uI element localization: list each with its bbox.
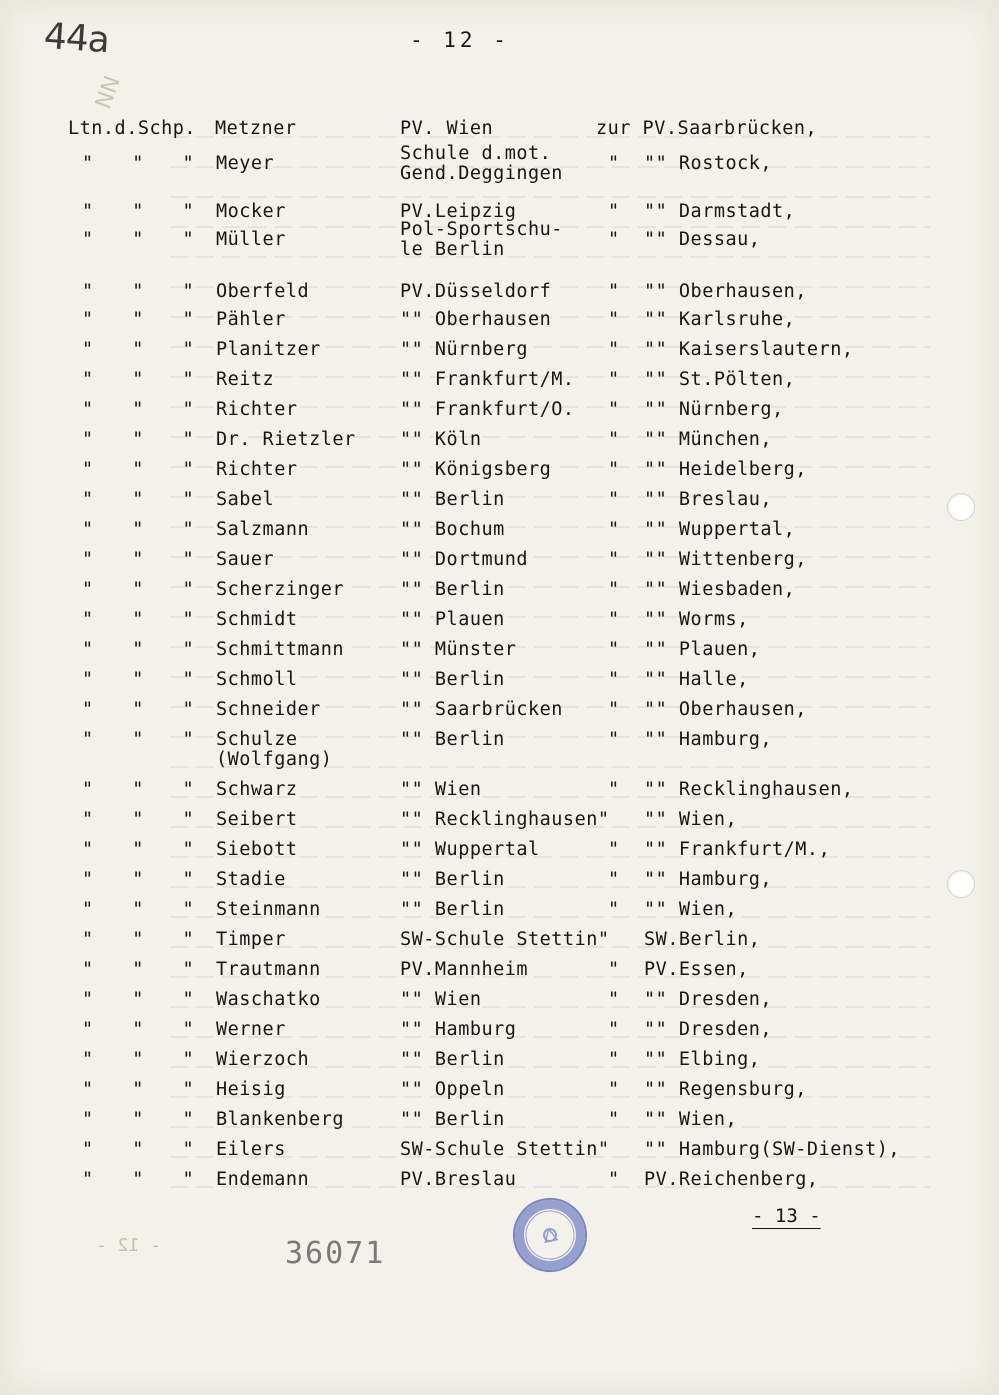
ditto-marks: " " " bbox=[82, 809, 208, 830]
from-unit: PV.Leipzig bbox=[400, 201, 517, 222]
to-unit: "" Worms, bbox=[644, 609, 749, 630]
from-unit: "" Köln bbox=[400, 429, 482, 450]
officer-name: Siebott bbox=[216, 839, 298, 860]
ditto-marks: " " " bbox=[82, 519, 208, 540]
from-unit: PV.Breslau bbox=[400, 1169, 517, 1190]
to-unit: "" Hamburg(SW-Dienst), bbox=[644, 1139, 901, 1160]
to-unit: "" Halle, bbox=[644, 669, 749, 690]
ditto-marks: " " " bbox=[82, 1079, 208, 1100]
officer-name: Stadie bbox=[216, 869, 286, 890]
to-unit: "" München, bbox=[644, 429, 773, 450]
ditto-mark: " bbox=[608, 839, 620, 860]
ditto-marks: " " " bbox=[82, 489, 208, 510]
from-unit: PV.Düsseldorf bbox=[400, 281, 552, 302]
ditto-mark: " bbox=[608, 1019, 620, 1040]
officer-name: Heisig bbox=[216, 1079, 286, 1100]
to-unit: "" Rostock, bbox=[644, 153, 773, 174]
to-unit: "" Hamburg, bbox=[644, 729, 773, 750]
ditto-mark: " bbox=[608, 489, 620, 510]
ditto-marks: " " " bbox=[82, 281, 208, 302]
stamped-number: 36071 bbox=[285, 1236, 386, 1271]
to-unit: PV.Reichenberg, bbox=[644, 1169, 819, 1190]
ditto-mark: " bbox=[608, 309, 620, 330]
ditto-mark: " bbox=[608, 549, 620, 570]
ditto-marks: " " " bbox=[82, 339, 208, 360]
from-unit: "" Saarbrücken bbox=[400, 699, 563, 720]
to-unit: "" Karlsruhe, bbox=[644, 309, 796, 330]
from-unit: "" Berlin bbox=[400, 489, 505, 510]
officer-name: Timper bbox=[216, 929, 286, 950]
officer-name: Reitz bbox=[216, 369, 275, 390]
ditto-mark: " bbox=[608, 669, 620, 690]
next-page-marker: - 13 - bbox=[752, 1205, 821, 1227]
ditto-mark: " bbox=[608, 869, 620, 890]
to-unit: "" Heidelberg, bbox=[644, 459, 807, 480]
ditto-marks: " " " bbox=[82, 201, 208, 222]
from-unit: "" Frankfurt/M. bbox=[400, 369, 575, 390]
ditto-mark: " bbox=[608, 1169, 620, 1190]
ditto-marks: " " " bbox=[82, 549, 208, 570]
ditto-mark: " bbox=[608, 1049, 620, 1070]
officer-name: Sauer bbox=[216, 549, 275, 570]
from-unit: "" Münster bbox=[400, 639, 517, 660]
punch-hole-top bbox=[947, 493, 975, 521]
officer-name: Trautmann bbox=[216, 959, 321, 980]
officer-name: Oberfeld bbox=[216, 281, 310, 302]
from-unit: "" Recklinghausen" bbox=[400, 809, 610, 830]
ditto-mark: " bbox=[608, 339, 620, 360]
from-unit: "" Frankfurt/O. bbox=[400, 399, 575, 420]
handwritten-archive-number: 44a bbox=[42, 15, 111, 62]
from-unit: Pol-Sportschu- bbox=[400, 219, 563, 240]
ditto-mark: " bbox=[608, 429, 620, 450]
officer-name: Endemann bbox=[216, 1169, 310, 1190]
officer-name: Planitzer bbox=[216, 339, 321, 360]
from-unit: "" Berlin bbox=[400, 869, 505, 890]
to-unit: "" Wien, bbox=[644, 1109, 738, 1130]
ditto-marks: " " " bbox=[82, 729, 208, 750]
from-unit: "" Wuppertal bbox=[400, 839, 540, 860]
to-unit: "" Oberhausen, bbox=[644, 281, 807, 302]
ditto-marks: " " " bbox=[82, 1169, 208, 1190]
officer-name: Schmittmann bbox=[216, 639, 345, 660]
to-unit: "" Frankfurt/M., bbox=[644, 839, 831, 860]
officer-name: Mocker bbox=[216, 201, 286, 222]
to-unit: "" Hamburg, bbox=[644, 869, 773, 890]
officer-name: Sabel bbox=[216, 489, 275, 510]
header-name: Metzner bbox=[215, 118, 297, 139]
from-unit: "" Wien bbox=[400, 989, 482, 1010]
bleed-through-texture bbox=[170, 110, 930, 1210]
ditto-mark: " bbox=[608, 699, 620, 720]
to-unit: "" Kaiserslautern, bbox=[644, 339, 854, 360]
from-unit: "" Wien bbox=[400, 779, 482, 800]
from-unit: "" Berlin bbox=[400, 899, 505, 920]
officer-name: Schulze bbox=[216, 729, 298, 750]
ditto-mark: " bbox=[608, 229, 620, 250]
ditto-marks: " " " bbox=[82, 869, 208, 890]
from-unit: SW-Schule Stettin" bbox=[400, 1139, 610, 1160]
from-unit: "" Berlin bbox=[400, 729, 505, 750]
ditto-marks: " " " bbox=[82, 699, 208, 720]
officer-name: Seibert bbox=[216, 809, 298, 830]
ditto-marks: " " " bbox=[82, 1019, 208, 1040]
ditto-marks: " " " bbox=[82, 369, 208, 390]
ditto-mark: " bbox=[608, 729, 620, 750]
officer-name: Wierzoch bbox=[216, 1049, 310, 1070]
to-unit: "" Wien, bbox=[644, 899, 738, 920]
ditto-marks: " " " bbox=[82, 1049, 208, 1070]
to-unit: "" Wuppertal, bbox=[644, 519, 796, 540]
ditto-marks: " " " bbox=[82, 839, 208, 860]
from-unit: SW-Schule Stettin" bbox=[400, 929, 610, 950]
to-unit: "" Recklinghausen, bbox=[644, 779, 854, 800]
officer-name-continued: (Wolfgang) bbox=[216, 749, 333, 770]
to-unit: "" Wien, bbox=[644, 809, 738, 830]
ditto-mark: " bbox=[608, 281, 620, 302]
officer-name: Schmidt bbox=[216, 609, 298, 630]
to-unit: "" Dresden, bbox=[644, 1019, 773, 1040]
officer-name: Steinmann bbox=[216, 899, 321, 920]
to-unit: "" Oberhausen, bbox=[644, 699, 807, 720]
from-unit: "" Berlin bbox=[400, 669, 505, 690]
officer-name: Waschatko bbox=[216, 989, 321, 1010]
from-unit: "" Berlin bbox=[400, 1049, 505, 1070]
from-unit: "" Bochum bbox=[400, 519, 505, 540]
officer-name: Blankenberg bbox=[216, 1109, 345, 1130]
officer-name: Dr. Rietzler bbox=[216, 429, 356, 450]
from-unit: "" Berlin bbox=[400, 579, 505, 600]
ditto-marks: " " " bbox=[82, 579, 208, 600]
to-unit: "" Plauen, bbox=[644, 639, 761, 660]
ditto-mark: " bbox=[608, 459, 620, 480]
ditto-mark: " bbox=[608, 369, 620, 390]
from-unit: "" Königsberg bbox=[400, 459, 552, 480]
ditto-mark: " bbox=[608, 639, 620, 660]
to-unit: PV.Essen, bbox=[644, 959, 749, 980]
from-unit: PV.Mannheim bbox=[400, 959, 529, 980]
from-unit: "" Nürnberg bbox=[400, 339, 529, 360]
ditto-mark: " bbox=[608, 899, 620, 920]
header-from: PV. Wien bbox=[400, 118, 494, 139]
ditto-marks: " " " bbox=[82, 609, 208, 630]
ditto-mark: " bbox=[608, 1079, 620, 1100]
back-page-number: - 12 - bbox=[96, 1235, 162, 1256]
officer-name: Pähler bbox=[216, 309, 286, 330]
ditto-marks: " " " bbox=[82, 459, 208, 480]
officer-name: Salzmann bbox=[216, 519, 310, 540]
from-unit: "" Plauen bbox=[400, 609, 505, 630]
ditto-marks: " " " bbox=[82, 639, 208, 660]
officer-name: Schwarz bbox=[216, 779, 298, 800]
to-unit: "" Regensburg, bbox=[644, 1079, 807, 1100]
from-unit: Schule d.mot. bbox=[400, 143, 552, 164]
to-unit: "" Wittenberg, bbox=[644, 549, 807, 570]
rank-label: Ltn.d.Schp. bbox=[68, 118, 197, 139]
ditto-mark: " bbox=[608, 609, 620, 630]
ditto-mark: " bbox=[608, 201, 620, 222]
ditto-mark: " bbox=[608, 989, 620, 1010]
to-unit: "" St.Pölten, bbox=[644, 369, 796, 390]
officer-name: Meyer bbox=[216, 153, 275, 174]
to-unit: "" Darmstadt, bbox=[644, 201, 796, 222]
officer-name: Richter bbox=[216, 459, 298, 480]
to-unit: "" Wiesbaden, bbox=[644, 579, 796, 600]
to-unit: "" Elbing, bbox=[644, 1049, 761, 1070]
ditto-marks: " " " bbox=[82, 399, 208, 420]
ditto-marks: " " " bbox=[82, 929, 208, 950]
from-unit: "" Dortmund bbox=[400, 549, 529, 570]
officer-name: Werner bbox=[216, 1019, 286, 1040]
header-row bbox=[68, 118, 968, 144]
to-unit: "" Nürnberg, bbox=[644, 399, 784, 420]
ditto-mark: " bbox=[608, 959, 620, 980]
punch-hole-bottom bbox=[947, 870, 975, 898]
pencil-mark: NN bbox=[91, 72, 126, 113]
ditto-marks: " " " bbox=[82, 899, 208, 920]
page-number: - 12 - bbox=[410, 28, 510, 52]
ditto-marks: " " " bbox=[82, 429, 208, 450]
from-unit: "" Hamburg bbox=[400, 1019, 517, 1040]
ditto-mark: " bbox=[608, 779, 620, 800]
ditto-marks: " " " bbox=[82, 309, 208, 330]
ditto-marks: " " " bbox=[82, 989, 208, 1010]
ditto-mark: " bbox=[608, 1109, 620, 1130]
from-unit: "" Oberhausen bbox=[400, 309, 552, 330]
header-to: zur PV.Saarbrücken, bbox=[596, 118, 818, 139]
to-unit: "" Breslau, bbox=[644, 489, 773, 510]
ditto-marks: " " " bbox=[82, 1139, 208, 1160]
to-unit: "" Dessau, bbox=[644, 229, 761, 250]
from-unit: "" Oppeln bbox=[400, 1079, 505, 1100]
from-unit: "" Berlin bbox=[400, 1109, 505, 1130]
officer-name: Müller bbox=[216, 229, 286, 250]
ditto-mark: " bbox=[608, 519, 620, 540]
ditto-mark: " bbox=[608, 399, 620, 420]
officer-name: Richter bbox=[216, 399, 298, 420]
ditto-marks: " " " bbox=[82, 669, 208, 690]
ditto-marks: " " " bbox=[82, 153, 208, 174]
ditto-mark: " bbox=[608, 153, 620, 174]
officer-name: Eilers bbox=[216, 1139, 286, 1160]
ditto-marks: " " " bbox=[82, 959, 208, 980]
officer-name: Scherzinger bbox=[216, 579, 345, 600]
ditto-marks: " " " bbox=[82, 229, 208, 250]
from-unit-continued: Gend.Deggingen bbox=[400, 163, 563, 184]
to-unit: "" Dresden, bbox=[644, 989, 773, 1010]
from-unit-continued: le Berlin bbox=[400, 239, 505, 260]
to-unit: SW.Berlin, bbox=[644, 929, 761, 950]
ditto-marks: " " " bbox=[82, 1109, 208, 1130]
ditto-mark: " bbox=[608, 579, 620, 600]
officer-name: Schmoll bbox=[216, 669, 298, 690]
officer-name: Schneider bbox=[216, 699, 321, 720]
ditto-marks: " " " bbox=[82, 779, 208, 800]
